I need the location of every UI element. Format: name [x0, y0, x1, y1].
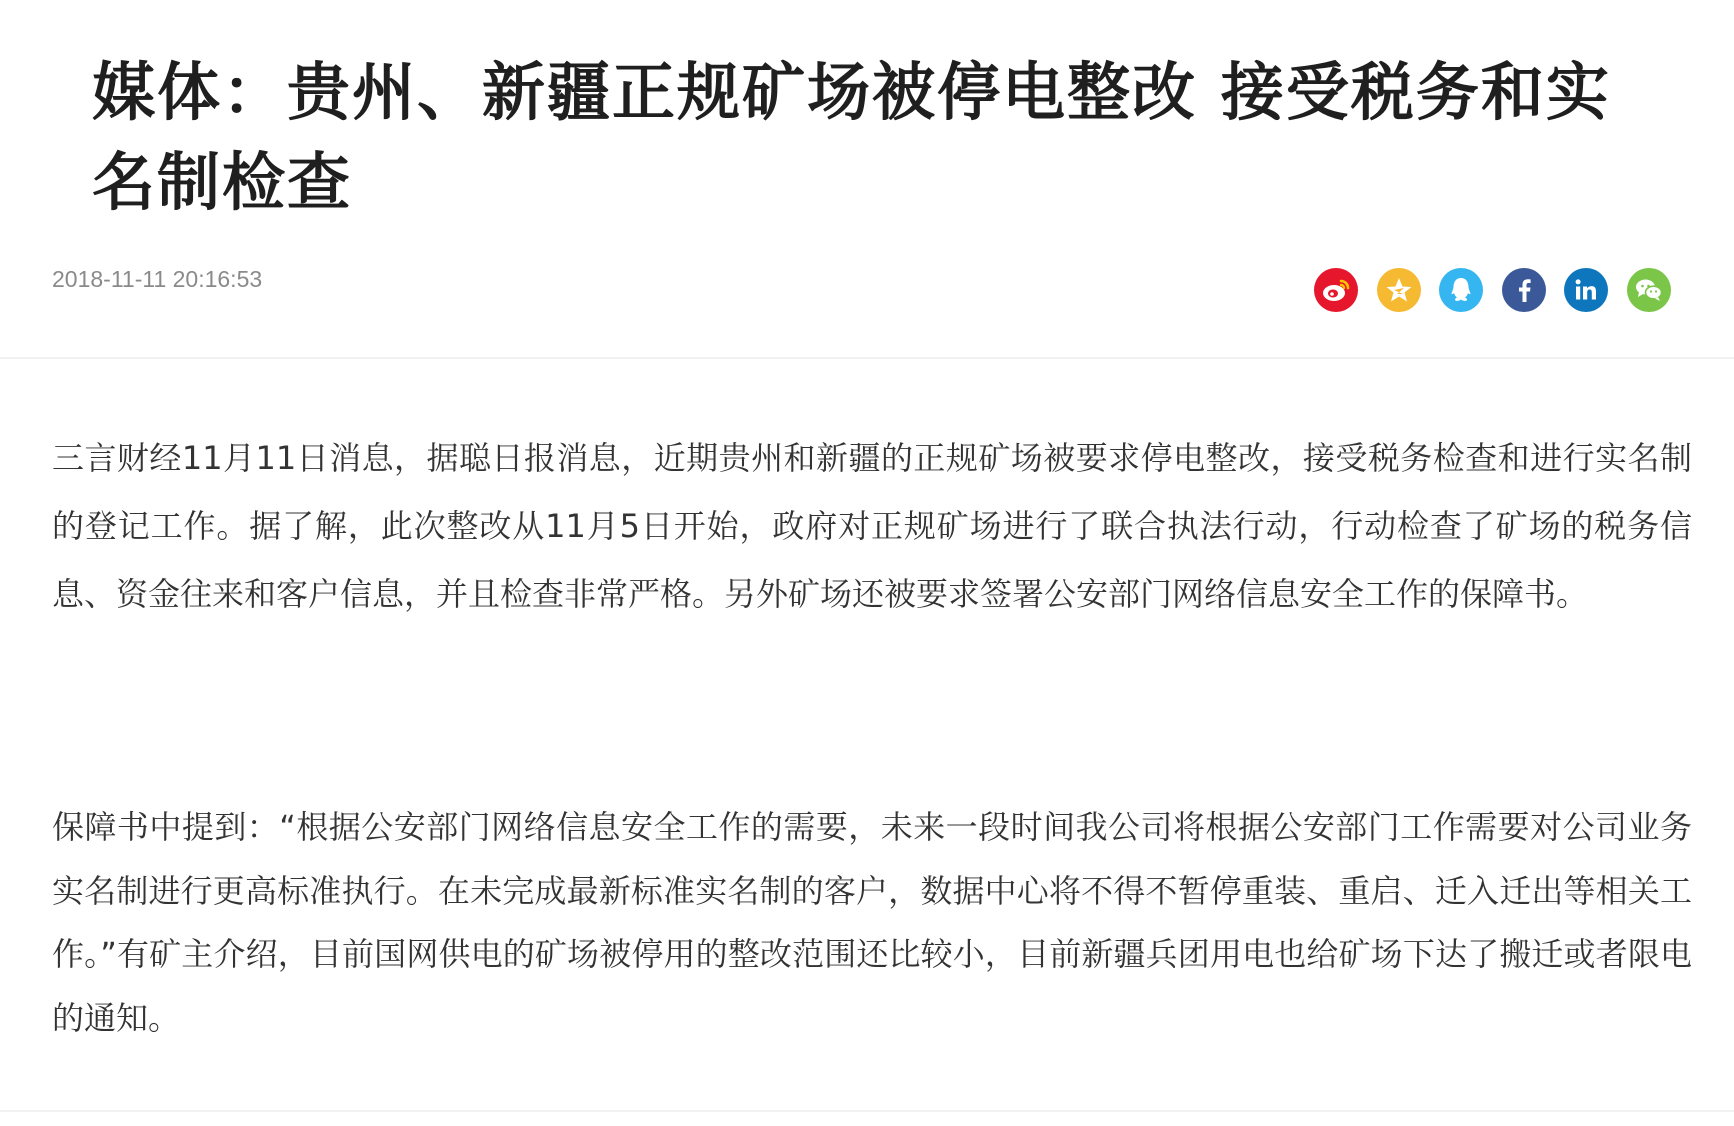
article-paragraph: 三言财经11月11日消息，据聪日报消息，近期贵州和新疆的正规矿场被要求停电整改，接受税务检查和进行实名制的登记工作。据了解，此次整改从11月5日开始，政府对正规矿场进行了联合执法行动，行动检查了矿场的税务信息、资金往来和客户信息，并且检查非常严格。另外矿场还被要求签署公安部门网络信息安全工作的保障书。 — [52, 439, 1692, 613]
weibo-icon[interactable] — [1314, 268, 1358, 312]
qzone-icon[interactable] — [1377, 268, 1421, 312]
article-title: 媒体：贵州、新疆正规矿场被停电整改 接受税务和实名制检查 — [92, 56, 1611, 219]
publish-date: 2018-11-11 20:16:53 — [52, 266, 263, 292]
article-paragraph: 保障书中提到：“根据公安部门网络信息安全工作的需要，未来一段时间我公司将根据公安部门工作需要对公司业务实名制进行更高标准执行。在未完成最新标准实名制的客户，数据中心将不得不暂停重装、重启、迁入迁出等相关工作。”有矿主介绍，目前国网供电的矿场被停用的整改范围还比较小，目前新疆兵团用电也给矿场下达了搬迁或者限电的通知。 — [52, 808, 1692, 1037]
header-divider — [0, 357, 1734, 359]
share-bar — [1314, 268, 1671, 312]
linkedin-icon[interactable] — [1564, 268, 1608, 312]
qq-icon[interactable] — [1439, 268, 1483, 312]
facebook-icon[interactable] — [1502, 268, 1546, 312]
wechat-icon[interactable] — [1627, 268, 1671, 312]
footer-divider — [0, 1110, 1734, 1112]
